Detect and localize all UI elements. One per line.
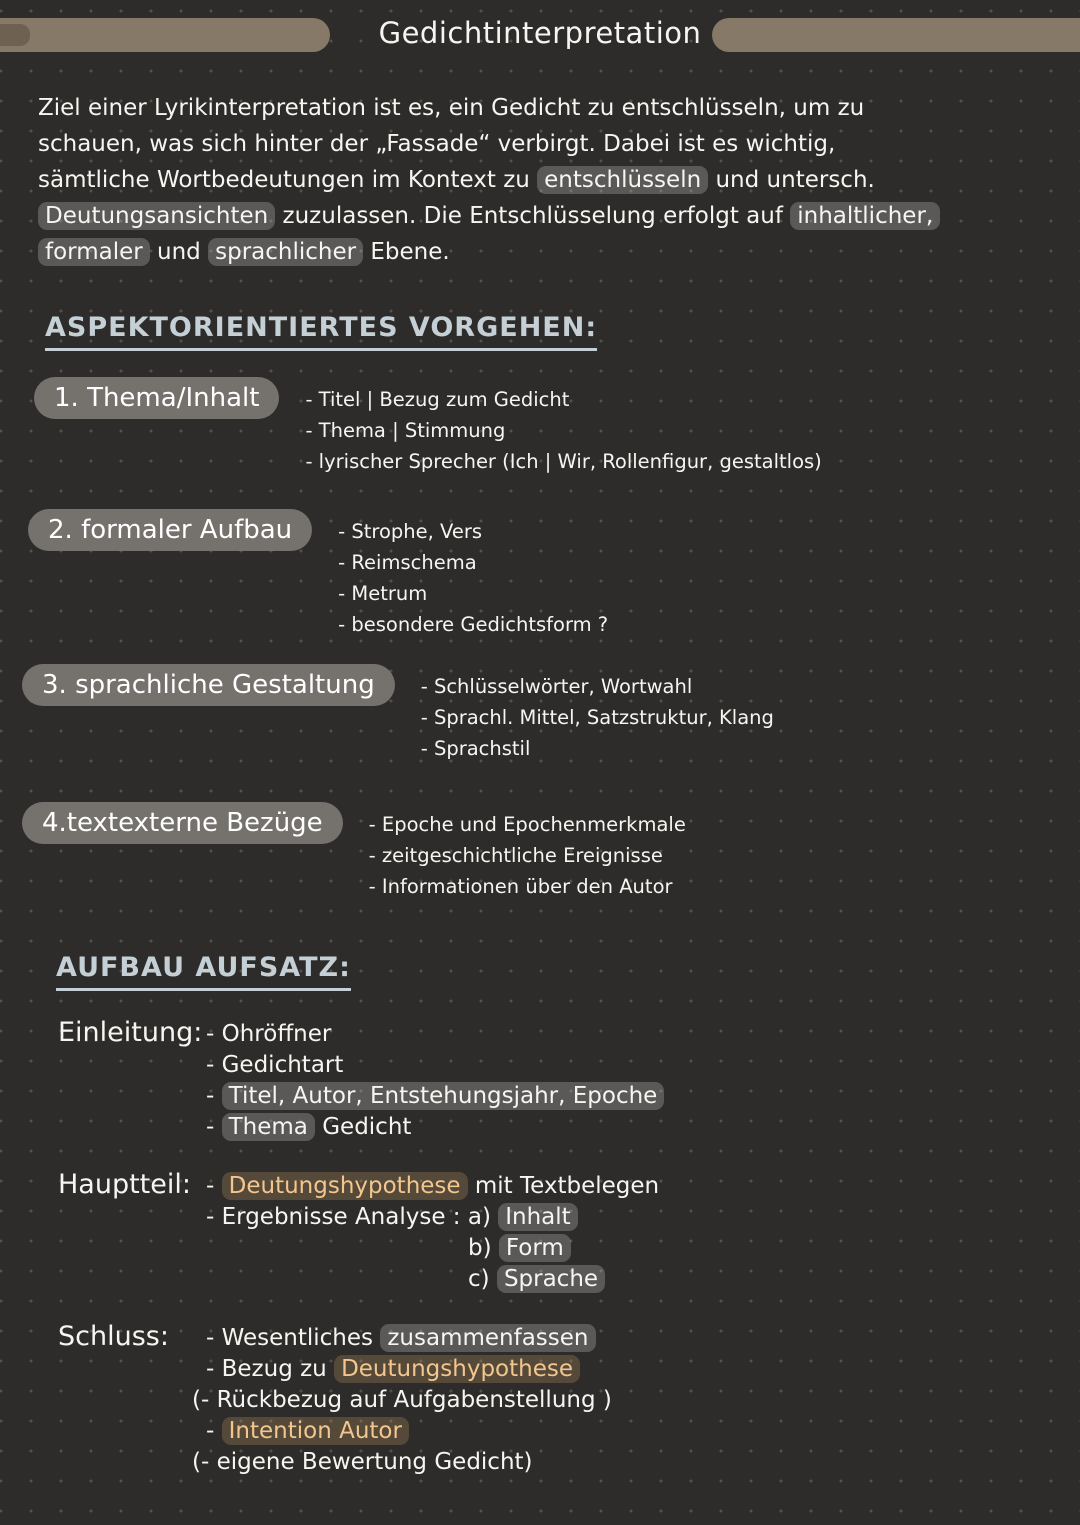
aspect-bullet-list [421, 664, 774, 764]
text-segment: - lyrischer Sprecher (Ich | Wir, Rollenfigur, gestaltlos) [305, 450, 822, 473]
aspect-section-heading [45, 312, 1080, 351]
aspect-heading-text: ASPEKTORIENTIERTES VORGEHEN: [45, 312, 597, 351]
text-segment: c) [468, 1266, 497, 1292]
highlighted-term-gray: Inhalt [498, 1203, 577, 1231]
text-line [305, 384, 821, 415]
text-segment: - Sprachl. Mittel, Satzstruktur, Klang [420, 706, 774, 729]
text-line [338, 578, 608, 609]
text-line [468, 1264, 659, 1295]
highlighted-term-orange: Intention Autor [222, 1417, 409, 1445]
text-line [206, 1019, 664, 1050]
text-line [369, 840, 686, 871]
text-line [369, 871, 686, 902]
text-segment: - Strophe, Vers [338, 520, 483, 543]
text-line [206, 1323, 612, 1354]
text-segment: zuzulassen. Die Entschlüsselung erfolgt auf [275, 203, 791, 229]
text-segment: (- eigene Bewertung Gedicht) [192, 1449, 533, 1475]
aspect-bullet-list [305, 377, 821, 477]
text-segment: - Schlüsselwörter, Wortwahl [420, 675, 693, 698]
text-line [38, 198, 1050, 234]
text-line [338, 516, 608, 547]
aspect-list [0, 377, 1080, 902]
aspect-pill-label: 4.textexterne Bezüge [22, 802, 343, 844]
essay-bullet-list [206, 1167, 659, 1295]
essay-block-label: Einleitung: [58, 1017, 203, 1048]
essay-block-label: Schluss: [58, 1321, 169, 1352]
text-segment: und [149, 239, 209, 265]
aspect-pill-label: 3. sprachliche Gestaltung [22, 664, 395, 706]
text-segment: schauen, was sich hinter der „Fassade“ verbirgt. Dabei ist es wichtig, [38, 131, 836, 157]
essay-block-label: Hauptteil: [58, 1169, 191, 1200]
text-line [421, 733, 774, 764]
text-line [305, 446, 821, 477]
text-segment: und untersch. [708, 167, 875, 193]
essay-block [58, 1167, 1080, 1295]
page-header [0, 0, 1080, 64]
highlighted-term-gray: entschlüsseln [537, 166, 708, 194]
text-segment: b) [468, 1235, 499, 1261]
text-line [338, 609, 608, 640]
text-segment: - Epoche und Epochenmerkmale [368, 813, 686, 836]
text-segment: - besondere Gedichtsform ? [338, 613, 609, 636]
highlighted-term-gray: formaler [38, 238, 150, 266]
text-segment: - [206, 1173, 222, 1199]
aspect-item [28, 509, 1080, 640]
intro-paragraph [38, 90, 1050, 270]
text-line [206, 1416, 612, 1447]
highlighted-term-gray: sprachlicher [208, 238, 363, 266]
aspect-item [22, 802, 1080, 902]
text-segment: - [206, 1114, 222, 1140]
text-segment: - Wesentliches [206, 1325, 381, 1351]
text-segment: Gedicht [314, 1114, 412, 1140]
text-line [421, 702, 774, 733]
text-line [38, 126, 1050, 162]
text-line [468, 1233, 659, 1264]
text-line [192, 1385, 612, 1416]
text-segment: - Ergebnisse Analyse : a) [206, 1204, 499, 1230]
highlighted-term-gray: Form [499, 1234, 571, 1262]
text-segment: (- Rückbezug auf Aufgabenstellung ) [192, 1387, 612, 1413]
text-line [38, 162, 1050, 198]
text-segment: - [206, 1418, 222, 1444]
page-title: Gedichtinterpretation [378, 16, 702, 50]
text-segment: - Titel | Bezug zum Gedicht [305, 388, 570, 411]
text-segment: - Informationen über den Autor [368, 875, 673, 898]
text-segment: Ebene. [363, 239, 450, 265]
text-segment: - Bezug zu [206, 1356, 335, 1382]
essay-heading-text: AUFBAU AUFSATZ: [56, 952, 351, 991]
text-line [206, 1081, 664, 1112]
highlighted-term-gray: Thema [222, 1113, 315, 1141]
aspect-bullet-list [369, 802, 686, 902]
highlighted-term-gray: inhaltlicher, [790, 202, 940, 230]
aspect-bullet-list [338, 509, 608, 640]
text-segment: - Metrum [338, 582, 428, 605]
text-line [38, 90, 1050, 126]
text-line [206, 1202, 659, 1233]
text-segment: Ziel einer Lyrikinterpretation ist es, ein Gedicht zu entschlüsseln, um zu [38, 95, 865, 121]
text-segment: - Sprachstil [420, 737, 531, 760]
essay-bullet-list [192, 1319, 612, 1478]
text-line [206, 1112, 664, 1143]
essay-block [58, 1015, 1080, 1143]
highlighted-term-gray: Deutungsansichten [38, 202, 275, 230]
highlighted-term-gray: zusammenfassen [380, 1324, 595, 1352]
text-segment: - [206, 1083, 222, 1109]
text-segment: mit Textbelegen [467, 1173, 660, 1199]
highlighted-term-orange: Deutungshypothese [222, 1172, 468, 1200]
aspect-item [34, 377, 1080, 477]
essay-blocks [0, 1015, 1080, 1478]
text-line [206, 1050, 664, 1081]
text-line [206, 1171, 659, 1202]
text-segment: - Reimschema [338, 551, 477, 574]
text-line [305, 415, 821, 446]
text-line [192, 1447, 612, 1478]
text-segment: - Thema | Stimmung [305, 419, 506, 442]
essay-bullet-list [206, 1015, 664, 1143]
highlighted-term-gray: Titel, Autor, Entstehungsjahr, Epoche [222, 1082, 665, 1110]
text-line [38, 234, 1050, 270]
text-segment: - zeitgeschichtliche Ereignisse [368, 844, 663, 867]
text-line [338, 547, 608, 578]
highlighted-term-gray: Sprache [497, 1265, 605, 1293]
aspect-pill-label: 1. Thema/Inhalt [34, 377, 279, 419]
text-line [369, 809, 686, 840]
text-segment: sämtliche Wortbedeutungen im Kontext zu [38, 167, 538, 193]
highlighted-term-orange: Deutungshypothese [334, 1355, 580, 1383]
text-segment: - Ohröffner [206, 1021, 332, 1047]
essay-block [58, 1319, 1080, 1478]
text-line [421, 671, 774, 702]
aspect-item [22, 664, 1080, 764]
aspect-pill-label: 2. formaler Aufbau [28, 509, 312, 551]
essay-section-heading [56, 952, 1080, 991]
text-segment: - Gedichtart [206, 1052, 344, 1078]
text-line [206, 1354, 612, 1385]
